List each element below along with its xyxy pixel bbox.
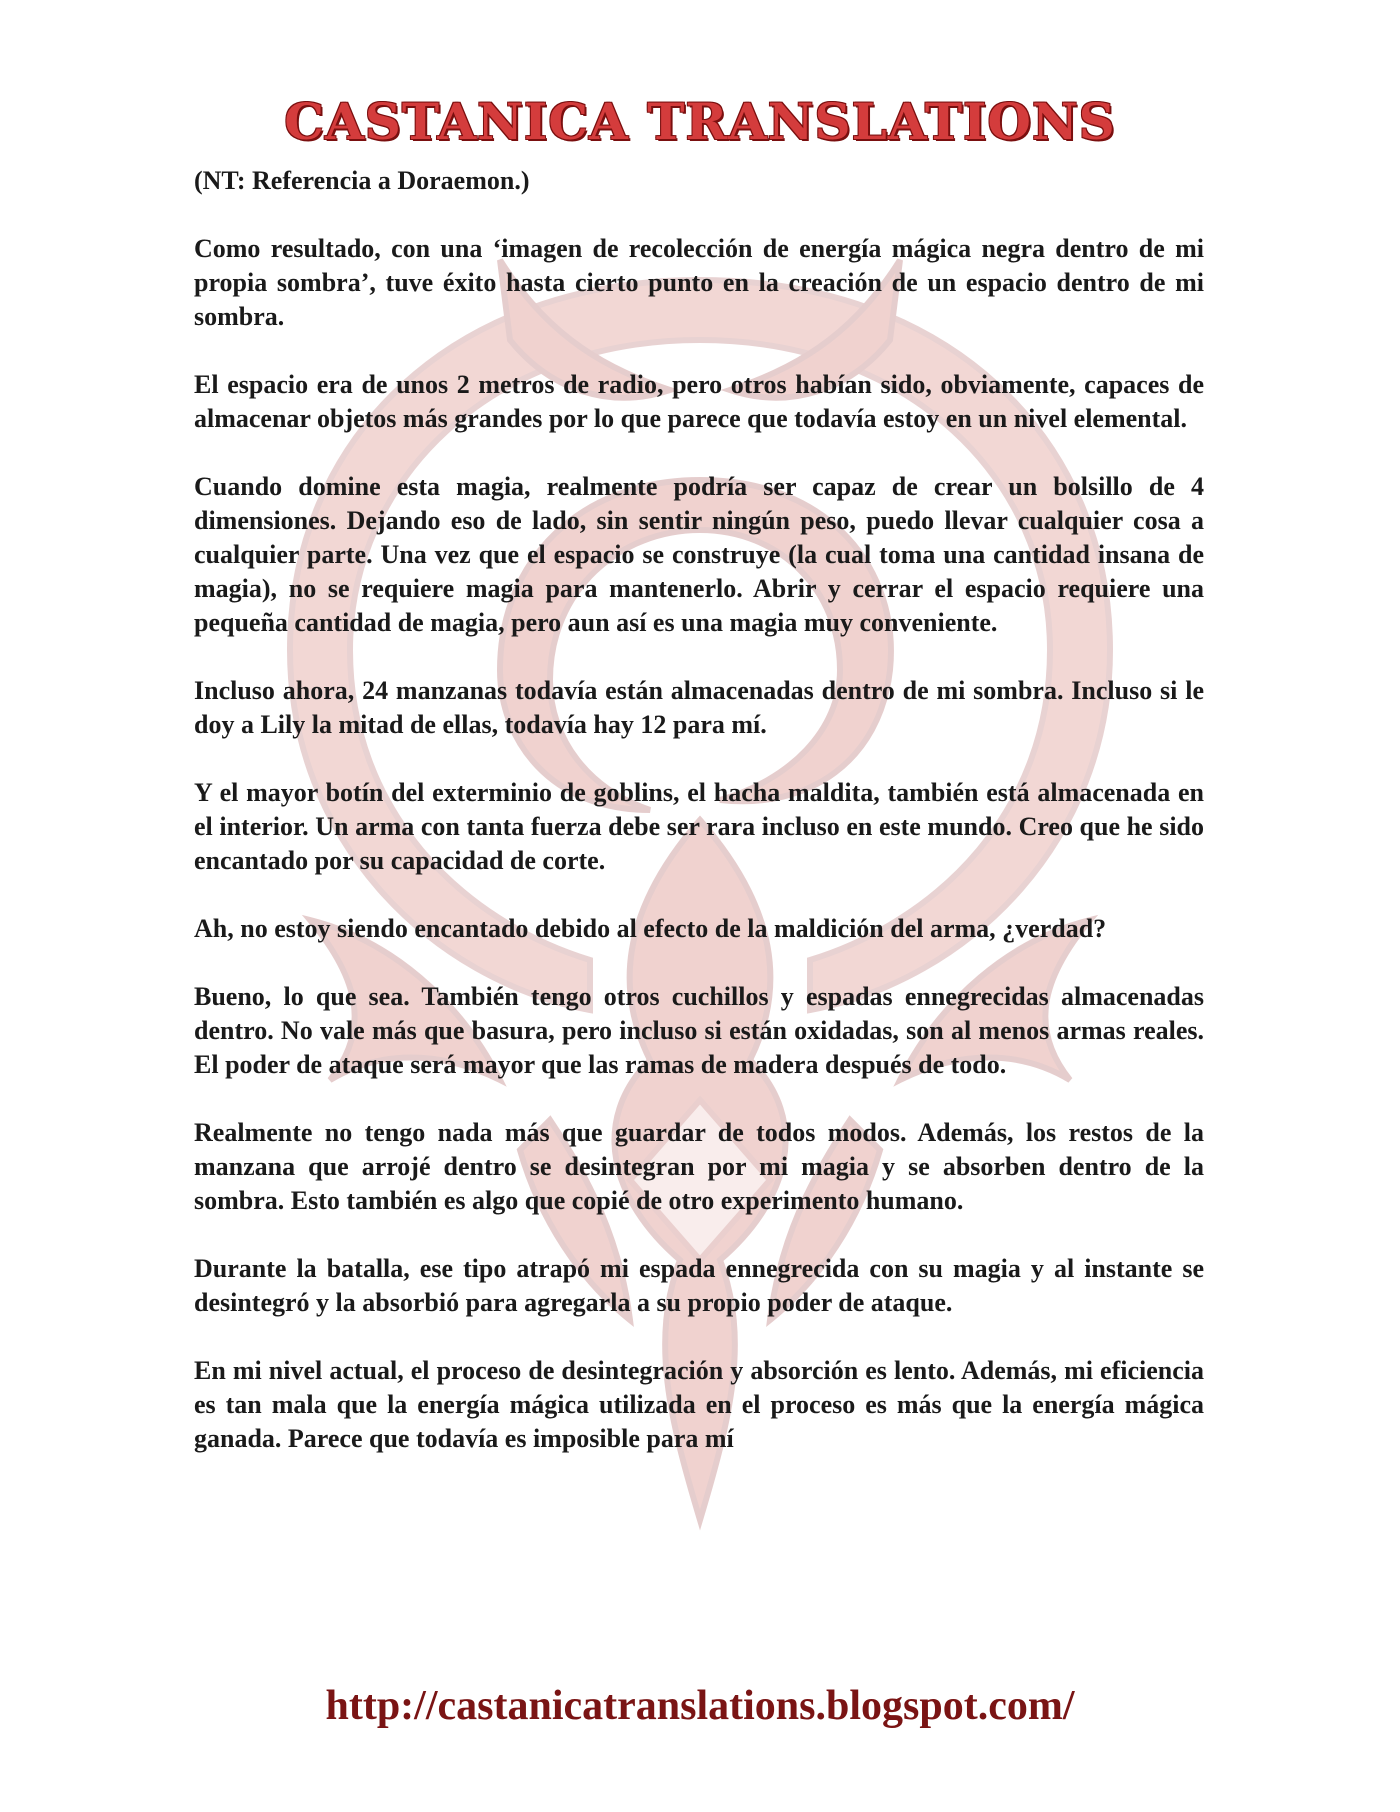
document-body: [194, 164, 1204, 1490]
paragraph: Incluso ahora, 24 manzanas todavía están almacenadas dentro de mi sombra. Incluso si le doy a Lily la mitad de ellas, todavía hay 12 para mí.: [194, 676, 1204, 739]
paragraph: Durante la batalla, ese tipo atrapó mi espada ennegrecida con su magia y al instante se desintegró y la absorbió para agregarla a su propio poder de ataque.: [194, 1254, 1204, 1317]
blog-url-link[interactable]: http://castanicatranslations.blogspot.com/: [325, 1683, 1075, 1729]
paragraph: El espacio era de unos 2 metros de radio, pero otros habían sido, obviamente, capaces de almacenar objetos más grandes por lo que parece que todavía estoy en un nivel elemental.: [194, 370, 1204, 433]
translator-note: (NT: Referencia a Doraemon.): [194, 166, 530, 195]
paragraph: Como resultado, con una ‘imagen de recolección de energía mágica negra dentro de mi propia sombra’, tuve éxito hasta cierto punto en la creación de un espacio dentro de mi sombra.: [194, 234, 1204, 331]
paragraph: En mi nivel actual, el proceso de desintegración y absorción es lento. Además, mi eficiencia es tan mala que la energía mágica utilizada en el proceso es más que la energía mágica ganada. Parece que todavía es imposible para mí: [194, 1356, 1204, 1453]
paragraph: Realmente no tengo nada más que guardar de todos modos. Además, los restos de la manzana que arrojé dentro se desintegran por mi magia y se absorben dentro de la sombra. Esto también es algo que copié de otro experimento humano.: [194, 1118, 1204, 1215]
site-title: CASTANICA TRANSLATIONS: [284, 92, 1116, 151]
paragraph: Ah, no estoy siendo encantado debido al efecto de la maldición del arma, ¿verdad?: [194, 914, 1107, 943]
paragraph: Bueno, lo que sea. También tengo otros cuchillos y espadas ennegrecidas almacenadas dentro. No vale más que basura, pero incluso si están oxidadas, son al menos armas reales. El poder de ataque será mayor que las ramas de madera después de todo.: [194, 982, 1204, 1079]
paragraph: Y el mayor botín del exterminio de goblins, el hacha maldita, también está almacenada en el interior. Un arma con tanta fuerza debe ser rara incluso en este mundo. Creo que he sido encantado por su capacidad de corte.: [194, 778, 1204, 875]
paragraph: Cuando domine esta magia, realmente podría ser capaz de crear un bolsillo de 4 dimensiones. Dejando eso de lado, sin sentir ningún peso, puedo llevar cualquier cosa a cualquier parte. Una vez que el espacio se construye (la cual toma una cantidad insana de magia), no se requiere magia para mantenerlo. Abrir y cerrar el espacio requiere una pequeña cantidad de magia, pero aun así es una magia muy conveniente.: [194, 472, 1204, 637]
